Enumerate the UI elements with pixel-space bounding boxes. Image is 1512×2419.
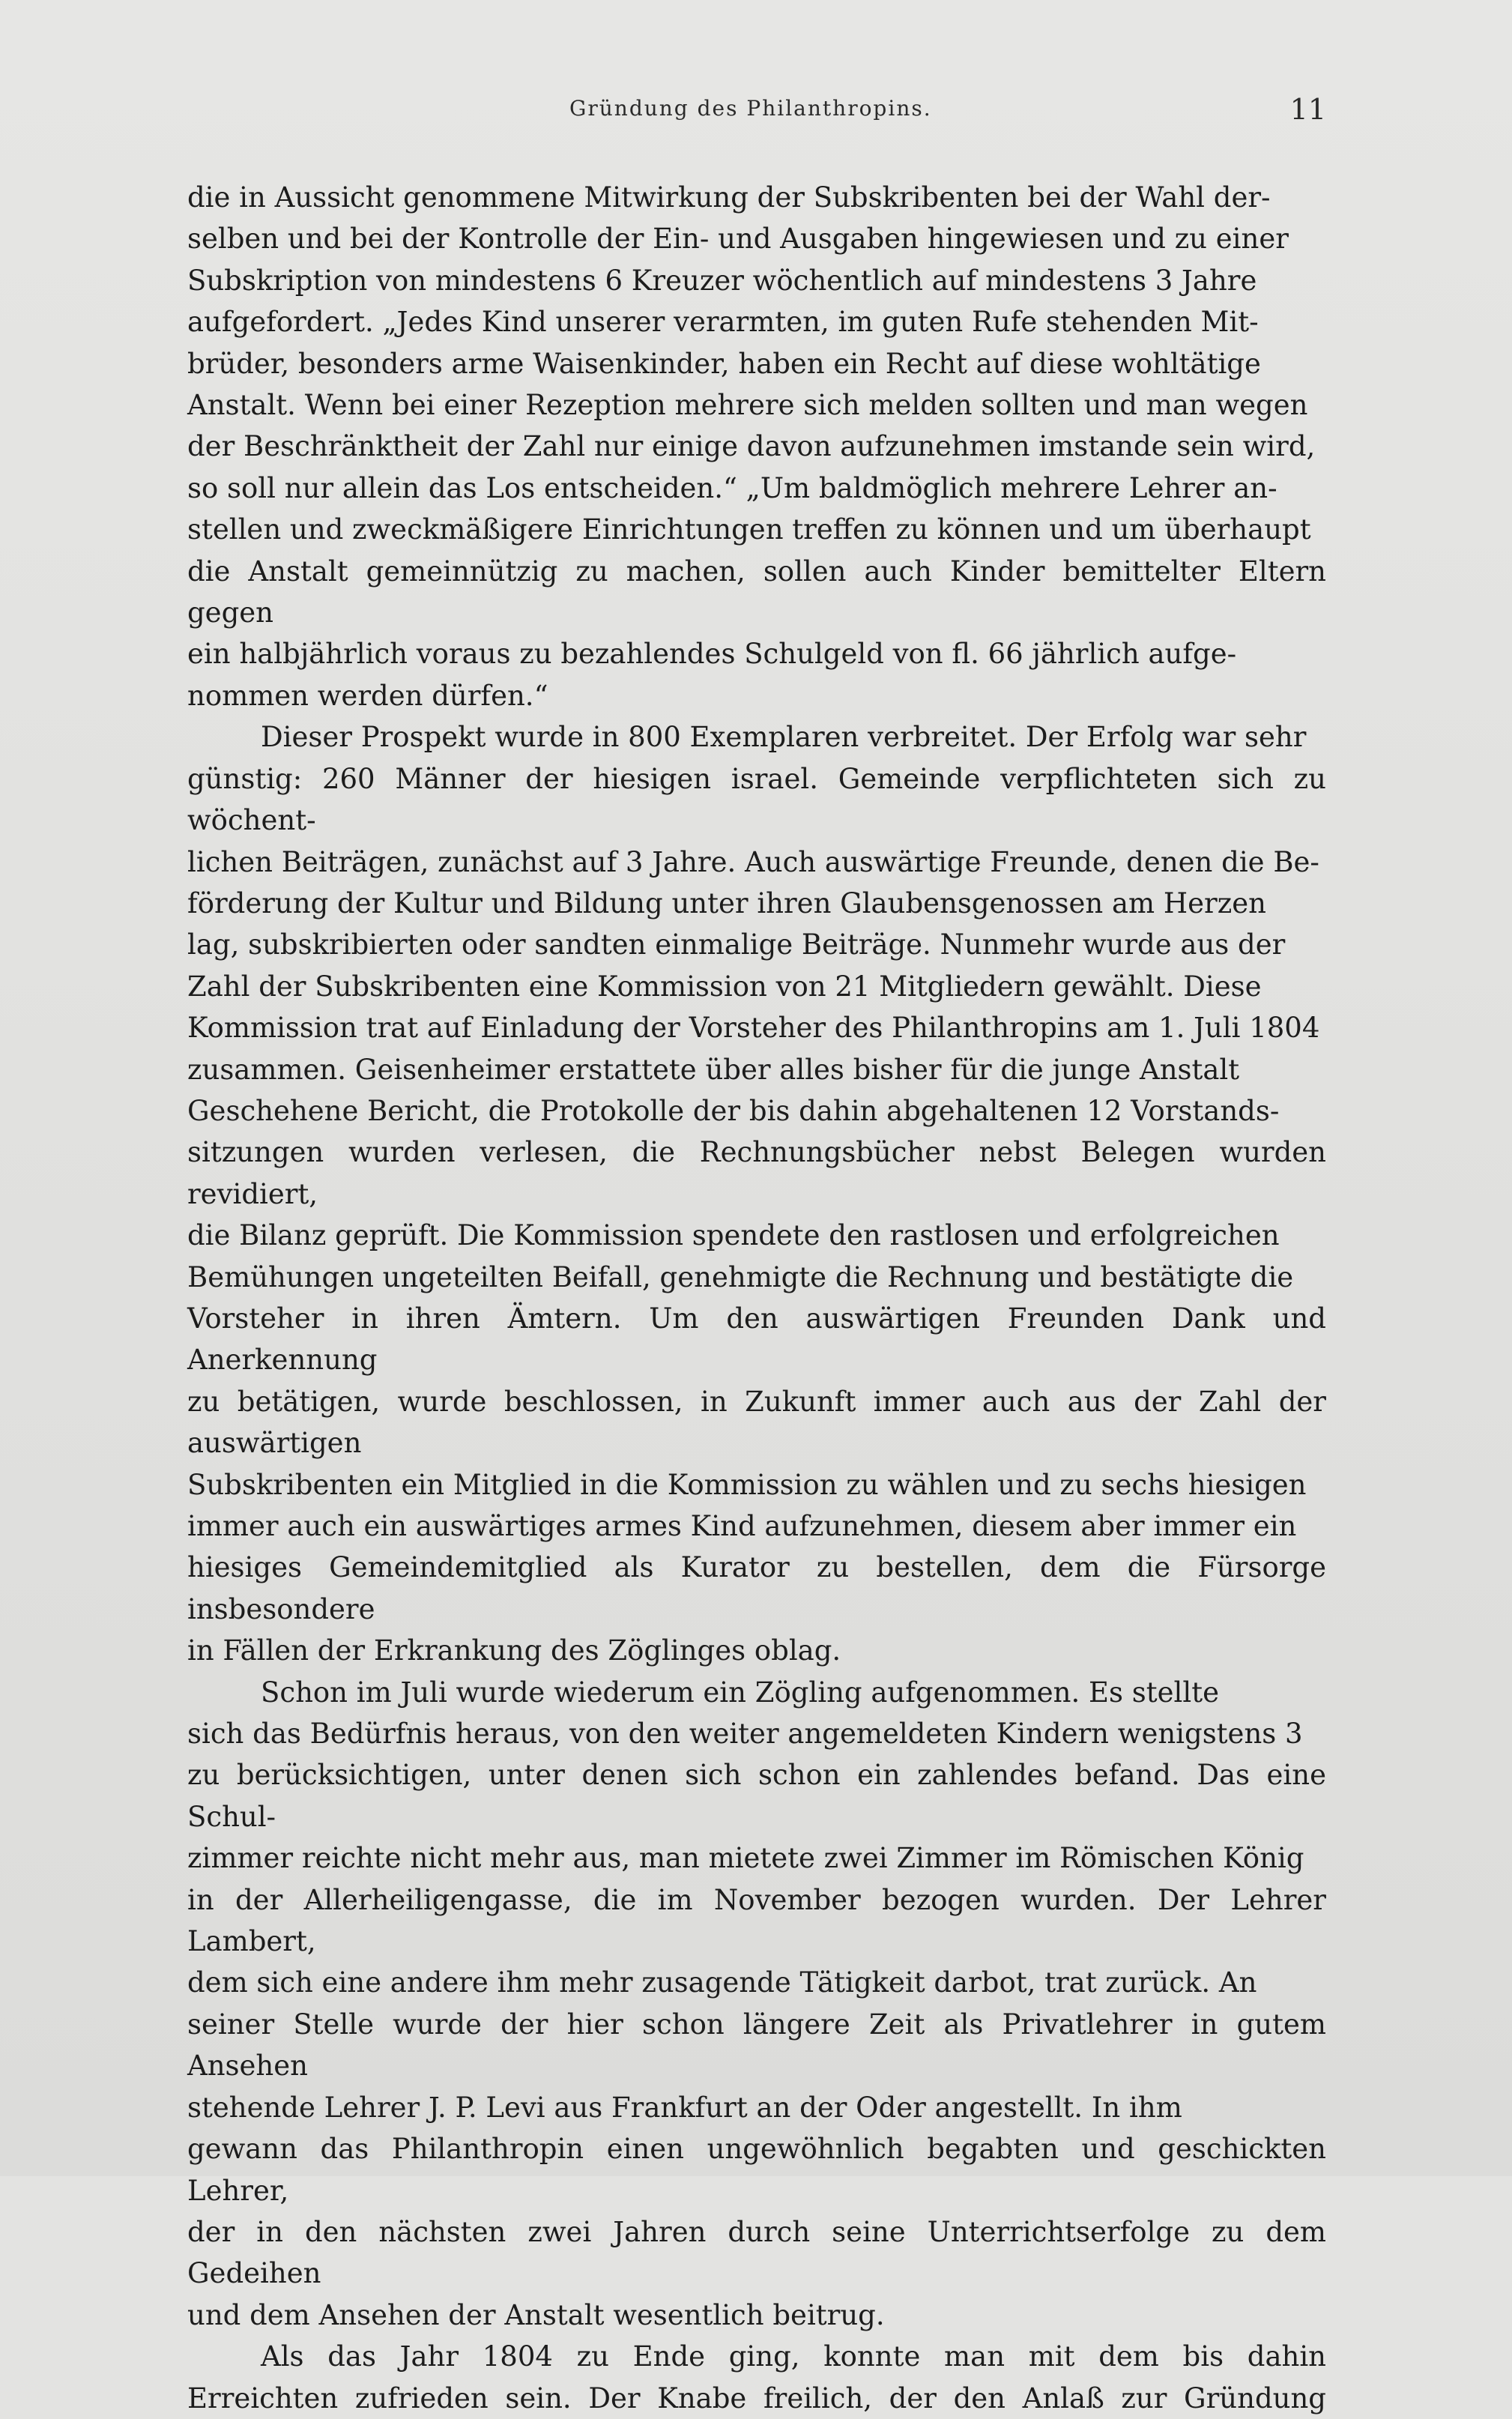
page-number: 11: [1289, 93, 1326, 126]
running-head: Gründung des Philanthropins.: [569, 96, 932, 121]
page-header: [187, 93, 1326, 133]
paragraph-prospectus: Dieser Prospekt wurde in 800 Exemplaren verbreitet. Der Erfolg war sehr günstig: 260 Männer der hiesigen israel. Gemeinde verpflichteten sich zu wöchent- lichen Beiträgen, zunächst auf 3 Jahre. Auch auswärtige Freunde, denen die Be- förderung der Kultur und Bildung unter ihren Glaubensgenossen am Herzen lag, subskribierten oder sandten einmalige Beiträge. Nunmehr wurde aus der Zahl der Subskribenten eine Kommission von 21 Mitgliedern gewählt. Diese Kommission trat auf Einladung der Vorsteher des Philanthropins am 1. Juli 1804 zusammen. Geisenheimer erstattete über alles bisher für die junge Anstalt Geschehene Bericht, die Protokolle der bis dahin abgehaltenen 12 Vorstands- sitzungen wurden verlesen, die Rechnungsbücher nebst Belegen wurden revidiert, die Bilanz geprüft. Die Kommission spendete den rastlosen und erfolgreichen Bemühungen ungeteilten Beifall, genehmigte die Rechnung und bestätigte die Vorsteher in ihren Ämtern. Um den auswärtigen Freunden Dank und Anerkennung zu betätigen, wurde beschlossen, in Zukunft immer auch aus der Zahl der auswärtigen Subskribenten ein Mitglied in die Kommission zu wählen und zu sechs hiesigen immer auch ein auswärtiges armes Kind aufzunehmen, diesem aber immer ein hiesiges Gemeindemitglied als Kurator zu bestellen, dem die Fürsorge insbesondere in Fällen der Erkrankung des Zöglinges oblag.: [187, 721, 1326, 1667]
paragraph-july: Schon im Juli wurde wiederum ein Zögling aufgenommen. Es stellte sich das Bedürfnis heraus, von den weiter angemeldeten Kindern wenigstens 3 zu berücksichtigen, unter denen sich schon ein zahlendes befand. Das eine Schul- zimmer reichte nicht mehr aus, man mietete zwei Zimmer im Römischen König in der Allerheiligengasse, die im November bezogen wurden. Der Lehrer Lambert, dem sich eine andere ihm mehr zusagende Tätigkeit darbot, trat zurück. An seiner Stelle wurde der hier schon längere Zeit als Privatlehrer in gutem Ansehen stehende Lehrer J. P. Levi aus Frankfurt an der Oder angestellt. In ihm gewann das Philanthropin einen ungewöhnlich begabten und geschickten Lehrer, der in den nächsten zwei Jahren durch seine Unterrichtserfolge zu dem Gedeihen und dem Ansehen der Anstalt wesentlich beitrug.: [187, 1676, 1326, 2331]
paragraph-year-end: Als das Jahr 1804 zu Ende ging, konnte man mit dem bis dahin Erreichten zufrieden sein. Der Knabe freilich, der den Anlaß zur Gründung: [187, 2340, 1326, 2415]
paragraph-continuation: die in Aussicht genommene Mitwirkung der Subskribenten bei der Wahl der- selben und bei der Kontrolle der Ein- und Ausgaben hingewiesen und zu einer Subskription von mindestens 6 Kreuzer wöchentlich auf mindestens 3 Jahre aufgefordert. „Jedes Kind unserer verarmten, im guten Rufe stehenden Mit- brüder, besonders arme Waisenkinder, haben ein Recht auf diese wohltätige Anstalt. Wenn bei einer Rezeption mehrere sich melden sollten und man wegen der Beschränktheit der Zahl nur einige davon aufzunehmen imstande sein wird, so soll nur allein das Los entscheiden.“ „Um baldmöglich mehrere Lehrer an- stellen und zweckmäßigere Einrichtungen treffen zu können und um überhaupt die Anstalt gemeinnützig zu machen, sollen auch Kinder bemittelter Eltern gegen ein halbjährlich voraus zu bezahlendes Schulgeld von fl. 66 jährlich aufge- nommen werden dürfen.“: [187, 181, 1326, 712]
body-text: [187, 177, 1326, 2419]
